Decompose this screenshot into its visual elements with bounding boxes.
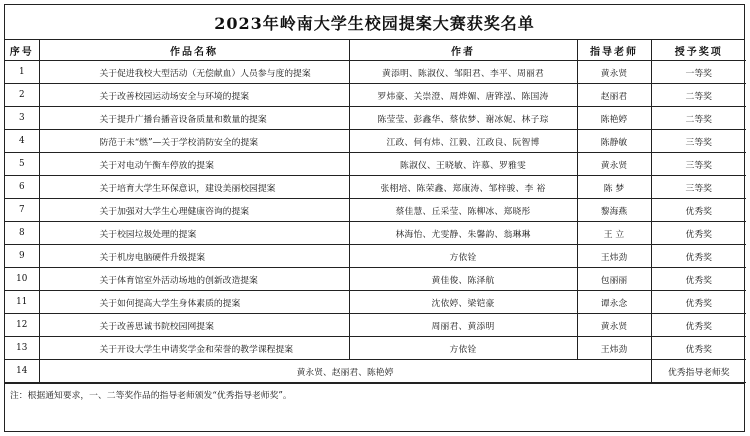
row-teacher: 谭永念: [577, 291, 651, 314]
table-row: [5, 153, 746, 176]
row-authors: 陈淑仪、王晓敏、许慕、罗雅雯: [349, 153, 577, 176]
table-row: [5, 268, 746, 291]
table-row-14: [5, 360, 746, 383]
row-no: 4: [5, 130, 39, 153]
row-authors: 蔡佳慧、丘采莹、陈柳冰、郑晓彤: [349, 199, 577, 222]
header-work: 作品名称: [39, 40, 349, 61]
table-row: [5, 199, 746, 222]
table-row: [5, 130, 746, 153]
header-authors: 作者: [349, 40, 577, 61]
row-award: 优秀奖: [651, 314, 746, 337]
row-authors: 黄佳俊、陈泽航: [349, 268, 577, 291]
row-work: 关于提升广播台播音设备质量和数量的提案: [39, 107, 349, 130]
row-work: 关于培育大学生环保意识，建设美丽校园提案: [39, 176, 349, 199]
row-teacher: 黎海燕: [577, 199, 651, 222]
row-no: 11: [5, 291, 39, 314]
table-row: [5, 222, 746, 245]
row-no: 5: [5, 153, 39, 176]
row-work: 关于机房电脑硬件升级提案: [39, 245, 349, 268]
row-award: 优秀指导老师奖: [651, 360, 746, 383]
row-award: 一等奖: [651, 61, 746, 84]
row-work: 关于如何提高大学生身体素质的提案: [39, 291, 349, 314]
row-work: 关于体育馆室外活动场地的创新改造提案: [39, 268, 349, 291]
table-row: [5, 314, 746, 337]
row-award: 三等奖: [651, 176, 746, 199]
row-teacher: 黄永贤: [577, 314, 651, 337]
row-teacher: 陈静敏: [577, 130, 651, 153]
row-teacher: 陈艳婷: [577, 107, 651, 130]
row-teacher: 黄永贤: [577, 61, 651, 84]
table-row: [5, 61, 746, 84]
row-award: 优秀奖: [651, 222, 746, 245]
table-row: [5, 176, 746, 199]
table-header-row: [5, 40, 746, 61]
row-no: 7: [5, 199, 39, 222]
row-no: 8: [5, 222, 39, 245]
row-teacher: 王炜劲: [577, 245, 651, 268]
row-work: 关于加强对大学生心理健康咨询的提案: [39, 199, 349, 222]
row-work: 关于校园垃圾处理的提案: [39, 222, 349, 245]
row-teacher: 赵丽君: [577, 84, 651, 107]
row-award: 二等奖: [651, 107, 746, 130]
row-teacher: 王 立: [577, 222, 651, 245]
row-award: 优秀奖: [651, 337, 746, 360]
row-work: 关于开设大学生申请奖学金和荣誉的教学课程提案: [39, 337, 349, 360]
row-award: 优秀奖: [651, 268, 746, 291]
header-award: 授予奖项: [651, 40, 746, 61]
row-teacher: 陈 梦: [577, 176, 651, 199]
row-authors: 张栩培、陈荣鑫、郑康涛、邹梓骏、李 裕: [349, 176, 577, 199]
award-list-sheet: [4, 4, 745, 432]
row-work: 防范于未“燃”—关于学校消防安全的提案: [39, 130, 349, 153]
row-no: 3: [5, 107, 39, 130]
row-award: 三等奖: [651, 153, 746, 176]
row-authors: 沈依婷、梁铠豪: [349, 291, 577, 314]
row-teacher: 王炜劲: [577, 337, 651, 360]
table-row: [5, 107, 746, 130]
row-no: 12: [5, 314, 39, 337]
row-authors: 林海怡、尤雯静、朱馨韵、翁琳琳: [349, 222, 577, 245]
row-work: 关于对电动午衡车停放的提案: [39, 153, 349, 176]
row-no: 1: [5, 61, 39, 84]
row-no: 9: [5, 245, 39, 268]
table-row: [5, 337, 746, 360]
row-authors: 江政、何有炜、江毅、江政良、阮智博: [349, 130, 577, 153]
row-teachers: 黄永贤、赵丽君、陈艳婷: [39, 360, 651, 383]
row-award: 二等奖: [651, 84, 746, 107]
row-authors: 方依铨: [349, 245, 577, 268]
row-authors: 罗炜豪、关崇澄、周烨媚、唐铧泓、陈国涛: [349, 84, 577, 107]
row-award: 优秀奖: [651, 199, 746, 222]
row-authors: 黄添明、陈淑仪、邹阳君、李平、周丽君: [349, 61, 577, 84]
row-authors: 方依铨: [349, 337, 577, 360]
row-work: 关于改善思诚书院校园网提案: [39, 314, 349, 337]
row-teacher: 黄永贤: [577, 153, 651, 176]
page-title: 2023年岭南大学生校园提案大赛获奖名单: [5, 5, 744, 40]
header-no: 序号: [5, 40, 39, 61]
table-body: [5, 61, 746, 360]
row-no: 2: [5, 84, 39, 107]
header-teacher: 指导老师: [577, 40, 651, 61]
row-award: 三等奖: [651, 130, 746, 153]
row-no: 6: [5, 176, 39, 199]
award-table: [5, 40, 746, 383]
row-no: 14: [5, 360, 39, 383]
row-authors: 陈莹莹、彭鑫华、蔡依梦、谢冰妮、林子琮: [349, 107, 577, 130]
table-row: [5, 291, 746, 314]
row-authors: 周丽君、黄添明: [349, 314, 577, 337]
row-work: 关于促进我校大型活动（无偿献血）人员参与度的提案: [39, 61, 349, 84]
footnote: 注：根据通知要求，一、二等奖作品的指导老师颁发“优秀指导老师奖”。: [5, 383, 744, 404]
row-no: 13: [5, 337, 39, 360]
row-no: 10: [5, 268, 39, 291]
row-award: 优秀奖: [651, 291, 746, 314]
row-teacher: 包丽丽: [577, 268, 651, 291]
row-award: 优秀奖: [651, 245, 746, 268]
row-work: 关于改善校园运动场安全与环境的提案: [39, 84, 349, 107]
table-row: [5, 245, 746, 268]
table-row: [5, 84, 746, 107]
